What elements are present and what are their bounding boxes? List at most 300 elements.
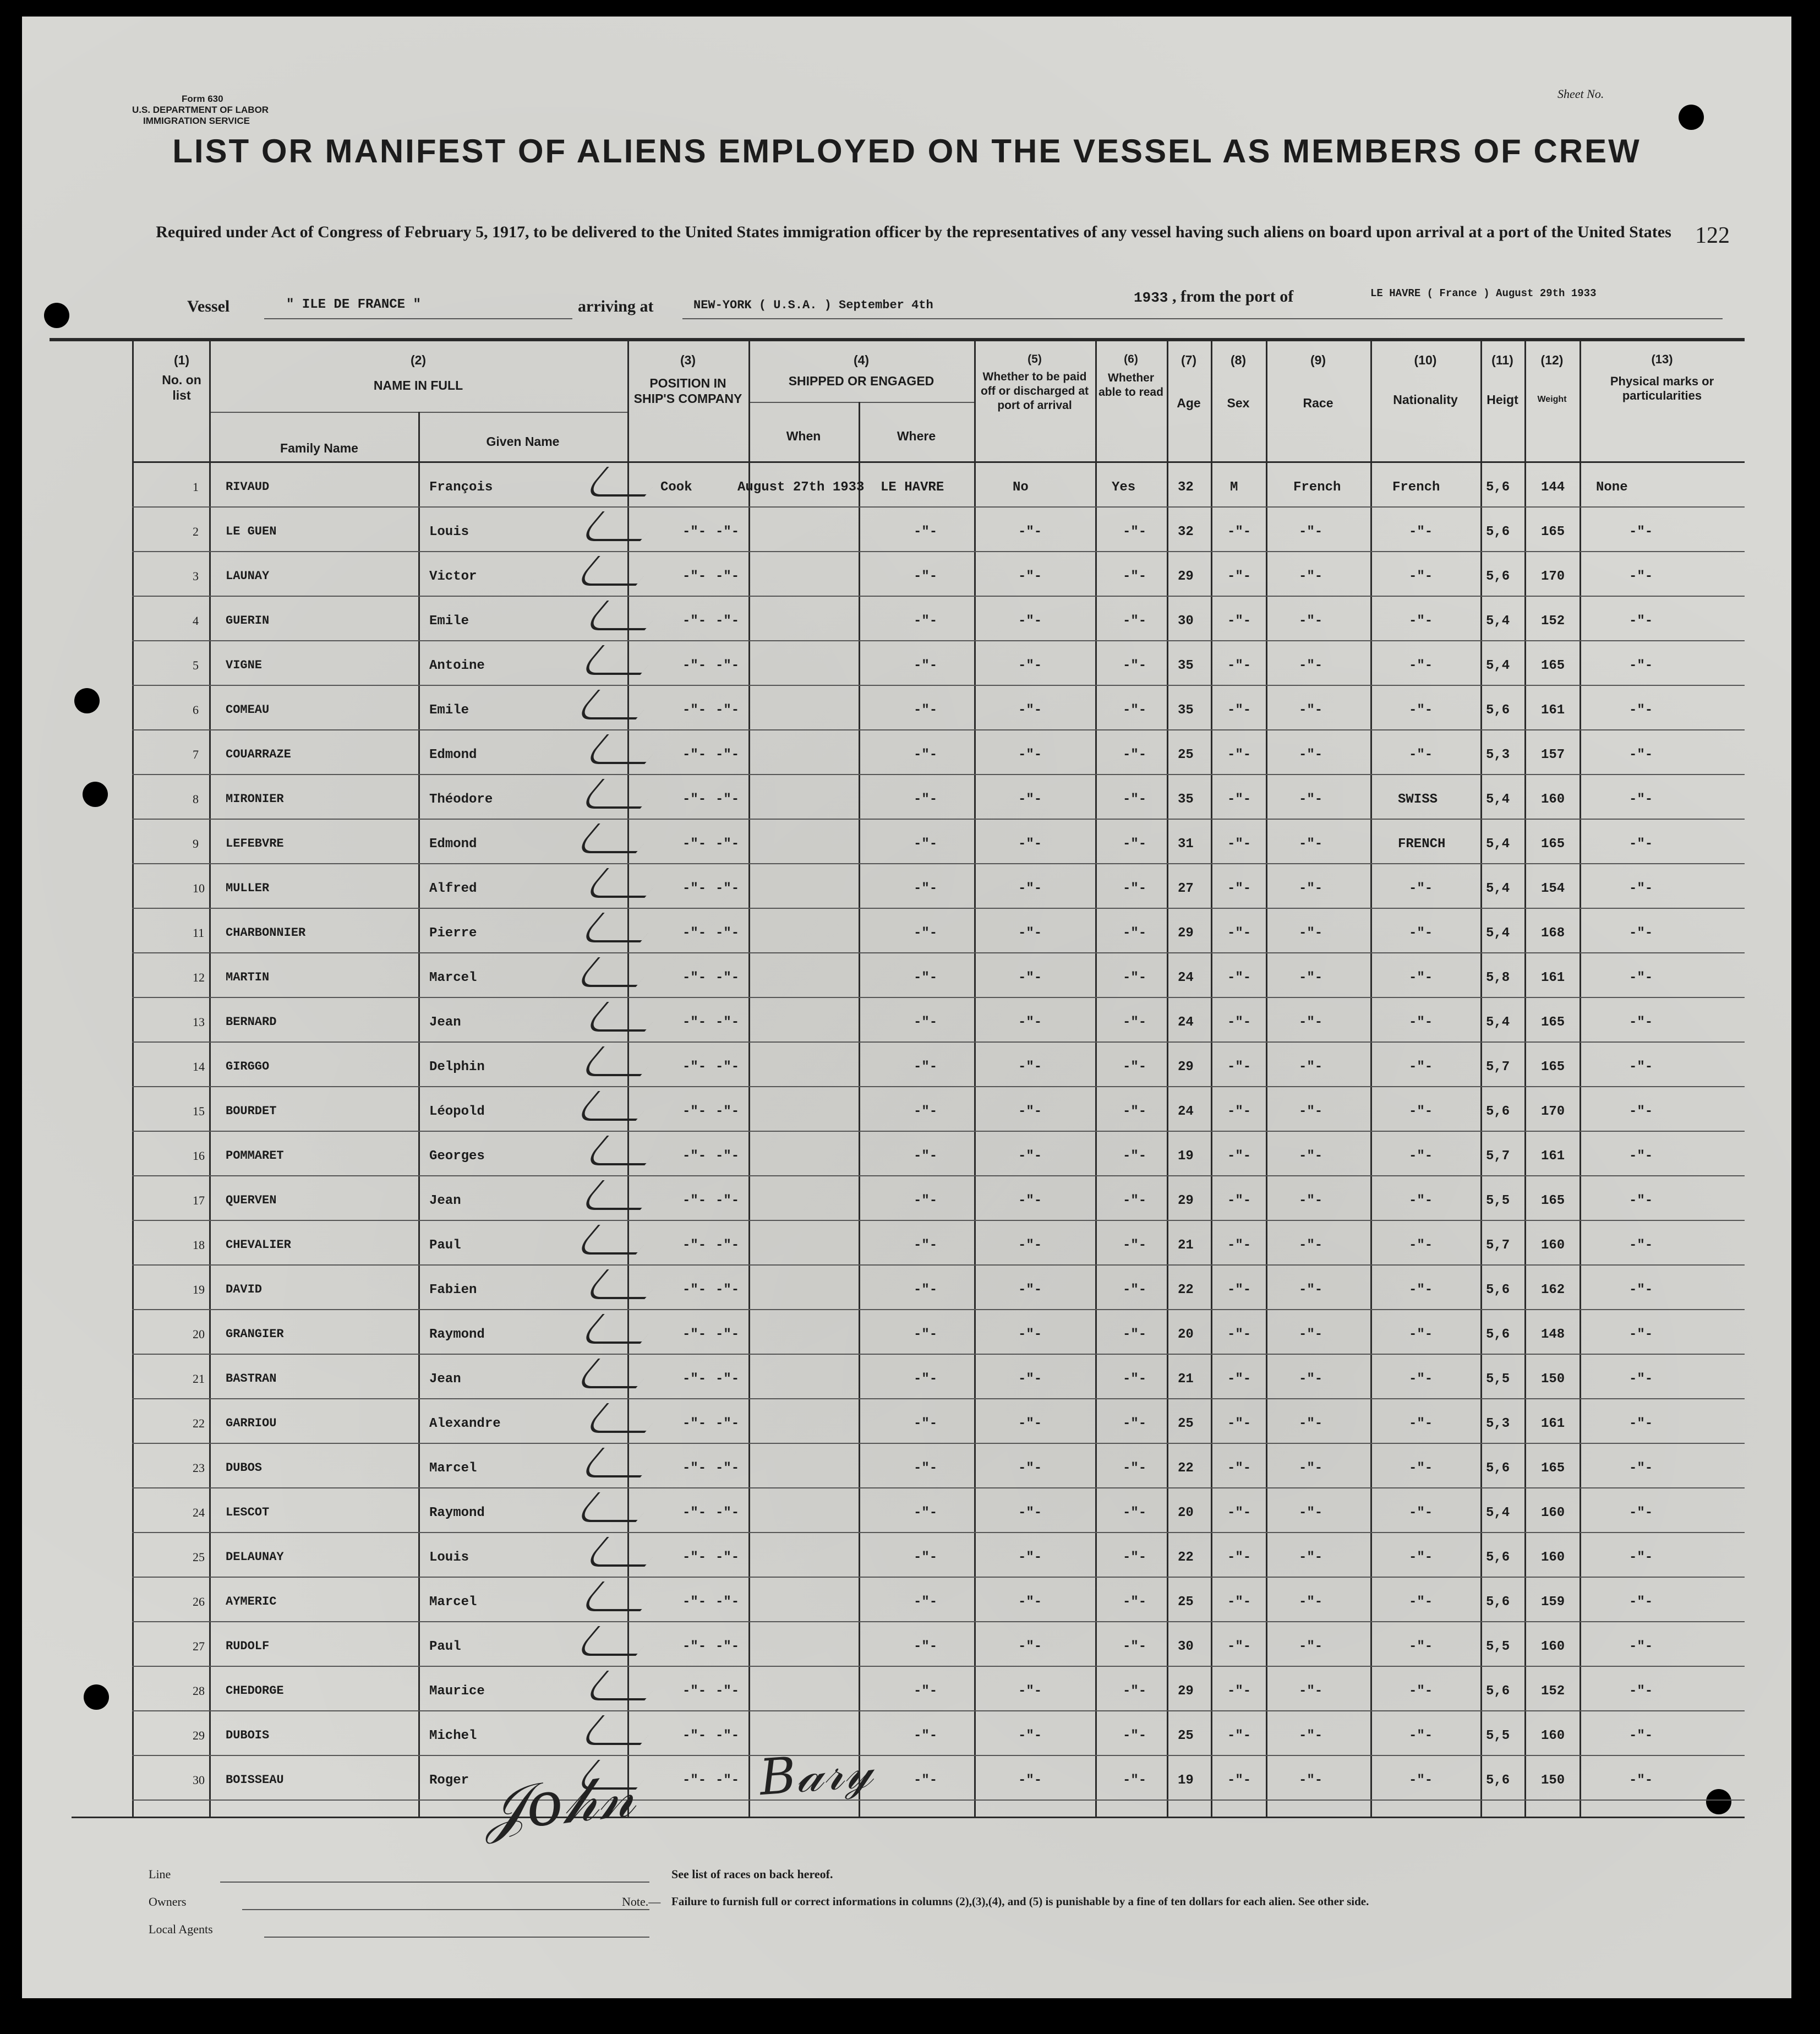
row-number: 5 bbox=[193, 658, 199, 672]
shipped-where: -"- bbox=[914, 1506, 938, 1520]
age: 24 bbox=[1178, 1104, 1194, 1119]
checkmark-icon bbox=[582, 601, 669, 630]
nationality: -"- bbox=[1409, 1550, 1433, 1565]
height: 5,6 bbox=[1486, 480, 1510, 495]
position: -"- bbox=[682, 1595, 707, 1610]
position: -"- bbox=[682, 1015, 707, 1030]
shipped-where: -"- bbox=[914, 1550, 938, 1565]
physical-marks: None bbox=[1596, 480, 1628, 495]
paid-off: -"- bbox=[1018, 569, 1042, 584]
sex: -"- bbox=[1227, 881, 1251, 896]
given-name: Edmond bbox=[429, 748, 477, 762]
sex: -"- bbox=[1227, 1015, 1251, 1030]
sex: -"- bbox=[1227, 970, 1251, 985]
checkmark-icon bbox=[582, 1002, 669, 1032]
able-to-read: -"- bbox=[1123, 881, 1147, 896]
family-name: LAUNAY bbox=[226, 569, 270, 583]
race: -"- bbox=[1299, 1639, 1323, 1654]
shipped-where: -"- bbox=[914, 792, 938, 807]
column-divider bbox=[132, 341, 134, 1817]
shipped-where: -"- bbox=[914, 1238, 938, 1253]
row-number: 13 bbox=[193, 1015, 205, 1029]
binder-hole bbox=[1679, 105, 1704, 130]
family-name: GARRIOU bbox=[226, 1416, 277, 1430]
checkmark-icon bbox=[577, 1715, 665, 1745]
shipped-when: -"- bbox=[715, 1550, 740, 1565]
given-name: François bbox=[429, 480, 493, 495]
height: 5,6 bbox=[1486, 1595, 1510, 1610]
row-rule bbox=[132, 1666, 1745, 1667]
able-to-read: -"- bbox=[1123, 1193, 1147, 1208]
height: 5,6 bbox=[1486, 1773, 1510, 1788]
row-rule bbox=[132, 908, 1745, 909]
col9-number: (9) bbox=[1310, 353, 1326, 367]
paid-off: -"- bbox=[1018, 1060, 1042, 1075]
sex: -"- bbox=[1227, 1193, 1251, 1208]
nationality: -"- bbox=[1409, 881, 1433, 896]
row-number: 9 bbox=[193, 837, 199, 850]
height: 5,4 bbox=[1486, 926, 1510, 941]
shipped-where: -"- bbox=[914, 1060, 938, 1075]
row-number: 14 bbox=[193, 1060, 205, 1073]
position: -"- bbox=[682, 1238, 707, 1253]
family-name: BASTRAN bbox=[226, 1372, 277, 1386]
race: -"- bbox=[1299, 1773, 1323, 1788]
age: 29 bbox=[1178, 926, 1194, 941]
sex: -"- bbox=[1227, 1060, 1251, 1075]
shipped-where: -"- bbox=[914, 881, 938, 896]
nationality: -"- bbox=[1409, 1595, 1433, 1610]
given-name: Marcel bbox=[429, 1595, 477, 1610]
position: -"- bbox=[682, 658, 707, 673]
nationality: -"- bbox=[1409, 569, 1433, 584]
physical-marks: -"- bbox=[1629, 1684, 1653, 1699]
shipped-subheader-divider bbox=[748, 402, 974, 403]
shipped-where: -"- bbox=[914, 1684, 938, 1699]
age: 21 bbox=[1178, 1238, 1194, 1253]
family-name: BOISSEAU bbox=[226, 1773, 284, 1787]
checkmark-icon bbox=[582, 868, 669, 898]
row-number: 15 bbox=[193, 1104, 205, 1118]
shipped-when: -"- bbox=[715, 1506, 740, 1520]
given-name: Louis bbox=[429, 525, 469, 539]
race: -"- bbox=[1299, 703, 1323, 718]
family-name: DELAUNAY bbox=[226, 1550, 284, 1564]
checkmark-icon bbox=[577, 779, 665, 809]
given-name: Louis bbox=[429, 1550, 469, 1565]
col7-header bbox=[1167, 352, 1211, 411]
col10-title: Nationality bbox=[1393, 392, 1458, 407]
col7-title: Age bbox=[1177, 396, 1201, 410]
shipped-when: -"- bbox=[715, 1416, 740, 1431]
checkmark-icon bbox=[573, 824, 660, 853]
position: -"- bbox=[682, 525, 707, 539]
position: -"- bbox=[682, 1372, 707, 1387]
weight: 160 bbox=[1541, 1238, 1565, 1253]
family-name: CHEDORGE bbox=[226, 1684, 284, 1698]
height: 5,6 bbox=[1486, 1461, 1510, 1476]
physical-marks: -"- bbox=[1629, 1149, 1653, 1164]
col13-number: (13) bbox=[1651, 352, 1673, 366]
col7-number: (7) bbox=[1180, 353, 1197, 367]
row-number: 27 bbox=[193, 1639, 205, 1653]
note-label: Note.— bbox=[622, 1895, 661, 1908]
height: 5,4 bbox=[1486, 792, 1510, 807]
col2-header bbox=[209, 352, 627, 393]
checkmark-icon bbox=[577, 511, 665, 541]
race: -"- bbox=[1299, 970, 1323, 985]
footer-line-rule bbox=[220, 1882, 649, 1883]
position: -"- bbox=[682, 1550, 707, 1565]
able-to-read: -"- bbox=[1123, 1060, 1147, 1075]
paid-off: -"- bbox=[1018, 1416, 1042, 1431]
age: 22 bbox=[1178, 1283, 1194, 1297]
shipped-when: -"- bbox=[715, 1773, 740, 1788]
able-to-read: -"- bbox=[1123, 1506, 1147, 1520]
shipped-where: -"- bbox=[914, 1728, 938, 1743]
page-subtitle: Required under Act of Congress of February 5, 1917, to be delivered to the United States immigration officer by the representatives of any vessel having such aliens on board upon arrival at a port of the United States bbox=[156, 223, 1671, 241]
nationality: -"- bbox=[1409, 1728, 1433, 1743]
year: 1933 bbox=[1134, 290, 1168, 306]
weight: 150 bbox=[1541, 1773, 1565, 1788]
physical-marks: -"- bbox=[1629, 1773, 1653, 1788]
row-number: 1 bbox=[193, 480, 199, 494]
col4-header bbox=[748, 352, 974, 389]
able-to-read: -"- bbox=[1123, 970, 1147, 985]
shipped-when: -"- bbox=[715, 703, 740, 718]
nationality: -"- bbox=[1409, 926, 1433, 941]
weight: 165 bbox=[1541, 837, 1565, 852]
binder-hole bbox=[84, 1684, 109, 1710]
nationality: -"- bbox=[1409, 1149, 1433, 1164]
shipped-where: -"- bbox=[914, 926, 938, 941]
col4a-header: When bbox=[786, 429, 821, 443]
paid-off: -"- bbox=[1018, 1015, 1042, 1030]
height: 5,6 bbox=[1486, 1550, 1510, 1565]
height: 5,3 bbox=[1486, 748, 1510, 762]
row-number: 30 bbox=[193, 1773, 205, 1787]
checkmark-icon bbox=[573, 1492, 660, 1522]
handwritten-signature-2: 𝐵𝒶𝓇𝓎 bbox=[757, 1741, 875, 1807]
given-name: Emile bbox=[429, 614, 469, 629]
manifest-sheet bbox=[22, 17, 1791, 1998]
position: -"- bbox=[682, 837, 707, 852]
row-number: 28 bbox=[193, 1684, 205, 1698]
row-number: 24 bbox=[193, 1506, 205, 1519]
able-to-read: -"- bbox=[1123, 1550, 1147, 1565]
height: 5,4 bbox=[1486, 837, 1510, 852]
able-to-read: -"- bbox=[1123, 1639, 1147, 1654]
weight: 154 bbox=[1541, 881, 1565, 896]
race: -"- bbox=[1299, 792, 1323, 807]
col1-title: No. on list bbox=[162, 373, 201, 402]
physical-marks: -"- bbox=[1629, 569, 1653, 584]
family-name: VIGNE bbox=[226, 658, 263, 672]
physical-marks: -"- bbox=[1629, 1461, 1653, 1476]
weight: 157 bbox=[1541, 748, 1565, 762]
paid-off: -"- bbox=[1018, 837, 1042, 852]
col1-header bbox=[154, 352, 209, 403]
given-name: Delphin bbox=[429, 1060, 485, 1075]
height: 5,6 bbox=[1486, 1104, 1510, 1119]
paid-off: -"- bbox=[1018, 1728, 1042, 1743]
shipped-when: -"- bbox=[715, 1684, 740, 1699]
age: 20 bbox=[1178, 1327, 1194, 1342]
able-to-read: -"- bbox=[1123, 837, 1147, 852]
shipped-where: -"- bbox=[914, 1639, 938, 1654]
col8-header bbox=[1211, 352, 1266, 411]
col12-number: (12) bbox=[1540, 353, 1564, 367]
row-number: 25 bbox=[193, 1550, 205, 1564]
footer-agents-rule bbox=[264, 1937, 649, 1938]
nationality: -"- bbox=[1409, 1461, 1433, 1476]
height: 5,6 bbox=[1486, 1283, 1510, 1297]
nationality: -"- bbox=[1409, 970, 1433, 985]
position: -"- bbox=[682, 792, 707, 807]
row-rule bbox=[132, 506, 1745, 508]
shipped-when: -"- bbox=[715, 1283, 740, 1297]
shipped-when: -"- bbox=[715, 1327, 740, 1342]
row-number: 10 bbox=[193, 881, 205, 895]
family-name: LESCOT bbox=[226, 1506, 270, 1519]
given-name: Georges bbox=[429, 1149, 485, 1164]
paid-off: -"- bbox=[1018, 1595, 1042, 1610]
weight: 161 bbox=[1541, 1416, 1565, 1431]
row-number: 29 bbox=[193, 1728, 205, 1742]
position: -"- bbox=[682, 569, 707, 584]
col10-header bbox=[1370, 352, 1480, 407]
paid-off: -"- bbox=[1018, 970, 1042, 985]
column-divider bbox=[1266, 341, 1267, 1817]
able-to-read: -"- bbox=[1123, 1149, 1147, 1164]
family-name: GRANGIER bbox=[226, 1327, 284, 1341]
vessel-name: " ILE DE FRANCE " bbox=[286, 297, 421, 312]
nationality: -"- bbox=[1409, 614, 1433, 629]
shipped-where: -"- bbox=[914, 1149, 938, 1164]
col5-number: (5) bbox=[1027, 353, 1042, 366]
row-rule bbox=[132, 596, 1745, 597]
given-name: Marcel bbox=[429, 970, 477, 985]
departure-port: LE HAVRE ( France ) August 29th 1933 bbox=[1370, 287, 1597, 299]
shipped-where: -"- bbox=[914, 1595, 938, 1610]
paid-off: -"- bbox=[1018, 1684, 1042, 1699]
age: 25 bbox=[1178, 748, 1194, 762]
height: 5,5 bbox=[1486, 1639, 1510, 1654]
row-rule bbox=[132, 952, 1745, 953]
shipped-where: -"- bbox=[914, 837, 938, 852]
vessel-underline bbox=[264, 318, 572, 319]
arrival-port: NEW-YORK ( U.S.A. ) September 4th bbox=[693, 298, 933, 312]
checkmark-icon bbox=[582, 1403, 669, 1433]
shipped-when: -"- bbox=[715, 1149, 740, 1164]
height: 5,4 bbox=[1486, 614, 1510, 629]
family-name: QUERVEN bbox=[226, 1193, 277, 1207]
row-number: 11 bbox=[193, 926, 205, 940]
col4b-header: Where bbox=[897, 429, 936, 443]
row-number: 20 bbox=[193, 1327, 205, 1341]
shipped-when: -"- bbox=[715, 1372, 740, 1387]
checkmark-icon bbox=[577, 645, 665, 675]
sex: -"- bbox=[1227, 1684, 1251, 1699]
age: 24 bbox=[1178, 970, 1194, 985]
sheet-number-label: Sheet No. bbox=[1557, 87, 1604, 101]
shipped-when: -"- bbox=[715, 881, 740, 896]
checkmark-icon bbox=[582, 467, 669, 497]
able-to-read: -"- bbox=[1123, 1728, 1147, 1743]
shipped-where: -"- bbox=[914, 970, 938, 985]
nationality: -"- bbox=[1409, 1639, 1433, 1654]
physical-marks: -"- bbox=[1629, 525, 1653, 539]
race: -"- bbox=[1299, 1238, 1323, 1253]
given-name: Roger bbox=[429, 1773, 469, 1788]
height: 5,4 bbox=[1486, 881, 1510, 896]
sex: -"- bbox=[1227, 926, 1251, 941]
column-divider bbox=[418, 412, 420, 1817]
race: -"- bbox=[1299, 1060, 1323, 1075]
physical-marks: -"- bbox=[1629, 1639, 1653, 1654]
form-number: Form 630 bbox=[182, 94, 223, 104]
row-rule bbox=[132, 551, 1745, 552]
height: 5,6 bbox=[1486, 525, 1510, 539]
race: -"- bbox=[1299, 881, 1323, 896]
position: -"- bbox=[682, 881, 707, 896]
checkmark-icon bbox=[577, 1582, 665, 1611]
binder-hole bbox=[83, 782, 108, 807]
shipped-when: -"- bbox=[715, 970, 740, 985]
able-to-read: -"- bbox=[1123, 614, 1147, 629]
race: -"- bbox=[1299, 1149, 1323, 1164]
sex: -"- bbox=[1227, 1773, 1251, 1788]
physical-marks: -"- bbox=[1629, 1238, 1653, 1253]
shipped-where: -"- bbox=[914, 1327, 938, 1342]
col4-title: SHIPPED OR ENGAGED bbox=[788, 374, 934, 388]
race: -"- bbox=[1299, 1416, 1323, 1431]
position: -"- bbox=[682, 1773, 707, 1788]
shipped-where: LE HAVRE bbox=[881, 480, 944, 495]
family-name: LE GUEN bbox=[226, 525, 277, 538]
footer-line-label: Line bbox=[149, 1867, 171, 1881]
row-number: 23 bbox=[193, 1461, 205, 1475]
races-note: See list of races on back hereof. bbox=[671, 1867, 833, 1881]
shipped-when: -"- bbox=[715, 792, 740, 807]
age: 24 bbox=[1178, 1015, 1194, 1030]
family-name: BERNARD bbox=[226, 1015, 277, 1029]
paid-off: -"- bbox=[1018, 658, 1042, 673]
physical-marks: -"- bbox=[1629, 837, 1653, 852]
weight: 160 bbox=[1541, 1639, 1565, 1654]
footer-agents-label: Local Agents bbox=[149, 1922, 213, 1936]
paid-off: -"- bbox=[1018, 703, 1042, 718]
checkmark-icon bbox=[582, 1671, 669, 1700]
nationality: -"- bbox=[1409, 1283, 1433, 1297]
shipped-where: -"- bbox=[914, 703, 938, 718]
height: 5,7 bbox=[1486, 1238, 1510, 1253]
given-name: Raymond bbox=[429, 1327, 485, 1342]
age: 35 bbox=[1178, 658, 1194, 673]
position: -"- bbox=[682, 1283, 707, 1297]
physical-marks: -"- bbox=[1629, 926, 1653, 941]
col12-title: Weight bbox=[1537, 395, 1567, 404]
col5-header bbox=[974, 352, 1095, 413]
nationality: -"- bbox=[1409, 1506, 1433, 1520]
checkmark-icon bbox=[573, 1359, 660, 1388]
paid-off: -"- bbox=[1018, 1193, 1042, 1208]
checkmark-icon bbox=[582, 734, 669, 764]
family-name: CHARBONNIER bbox=[226, 926, 306, 940]
page-number: 122 bbox=[1695, 223, 1730, 248]
given-name: Alexandre bbox=[429, 1416, 501, 1431]
physical-marks: -"- bbox=[1629, 1015, 1653, 1030]
col3-header bbox=[627, 352, 748, 406]
row-number: 19 bbox=[193, 1283, 205, 1296]
checkmark-icon bbox=[573, 556, 660, 586]
col8-title: Sex bbox=[1227, 396, 1250, 410]
given-name: Raymond bbox=[429, 1506, 485, 1520]
row-number: 16 bbox=[193, 1149, 205, 1163]
row-rule bbox=[132, 863, 1745, 864]
race: -"- bbox=[1299, 614, 1323, 629]
age: 35 bbox=[1178, 703, 1194, 718]
col2b-header: Given Name bbox=[486, 434, 560, 449]
row-rule bbox=[132, 640, 1745, 641]
weight: 160 bbox=[1541, 1506, 1565, 1520]
checkmark-icon bbox=[582, 1136, 669, 1165]
row-rule bbox=[132, 729, 1745, 730]
given-name: Michel bbox=[429, 1728, 477, 1743]
height: 5,6 bbox=[1486, 1684, 1510, 1699]
col2a-header: Family Name bbox=[280, 441, 358, 455]
able-to-read: -"- bbox=[1123, 1015, 1147, 1030]
weight: 150 bbox=[1541, 1372, 1565, 1387]
footer-owners-rule bbox=[242, 1909, 649, 1910]
height: 5,5 bbox=[1486, 1193, 1510, 1208]
able-to-read: Yes bbox=[1112, 480, 1136, 495]
family-name: DUBOS bbox=[226, 1461, 263, 1475]
able-to-read: -"- bbox=[1123, 1461, 1147, 1476]
able-to-read: -"- bbox=[1123, 1238, 1147, 1253]
row-rule bbox=[132, 1755, 1745, 1756]
age: 29 bbox=[1178, 1060, 1194, 1075]
binder-hole bbox=[1706, 1789, 1731, 1814]
height: 5,4 bbox=[1486, 1506, 1510, 1520]
nationality: -"- bbox=[1409, 1372, 1433, 1387]
weight: 159 bbox=[1541, 1595, 1565, 1610]
nationality: French bbox=[1392, 480, 1440, 495]
able-to-read: -"- bbox=[1123, 1595, 1147, 1610]
position: -"- bbox=[682, 703, 707, 718]
race: -"- bbox=[1299, 1283, 1323, 1297]
nationality: -"- bbox=[1409, 748, 1433, 762]
physical-marks: -"- bbox=[1629, 1550, 1653, 1565]
physical-marks: -"- bbox=[1629, 970, 1653, 985]
weight: 165 bbox=[1541, 1193, 1565, 1208]
race: -"- bbox=[1299, 926, 1323, 941]
age: 31 bbox=[1178, 837, 1194, 852]
department-label: U.S. DEPARTMENT OF LABOR bbox=[132, 105, 269, 115]
shipped-when: -"- bbox=[715, 1461, 740, 1476]
col9-header bbox=[1266, 352, 1370, 411]
row-rule bbox=[132, 1621, 1745, 1622]
col1-number: (1) bbox=[173, 353, 190, 367]
col3-number: (3) bbox=[680, 353, 696, 367]
given-name: Paul bbox=[429, 1238, 461, 1253]
column-divider bbox=[748, 341, 750, 1817]
sex: -"- bbox=[1227, 1639, 1251, 1654]
shipped-when: -"- bbox=[715, 1015, 740, 1030]
physical-marks: -"- bbox=[1629, 1060, 1653, 1075]
given-name: Victor bbox=[429, 569, 477, 584]
nationality: -"- bbox=[1409, 1015, 1433, 1030]
